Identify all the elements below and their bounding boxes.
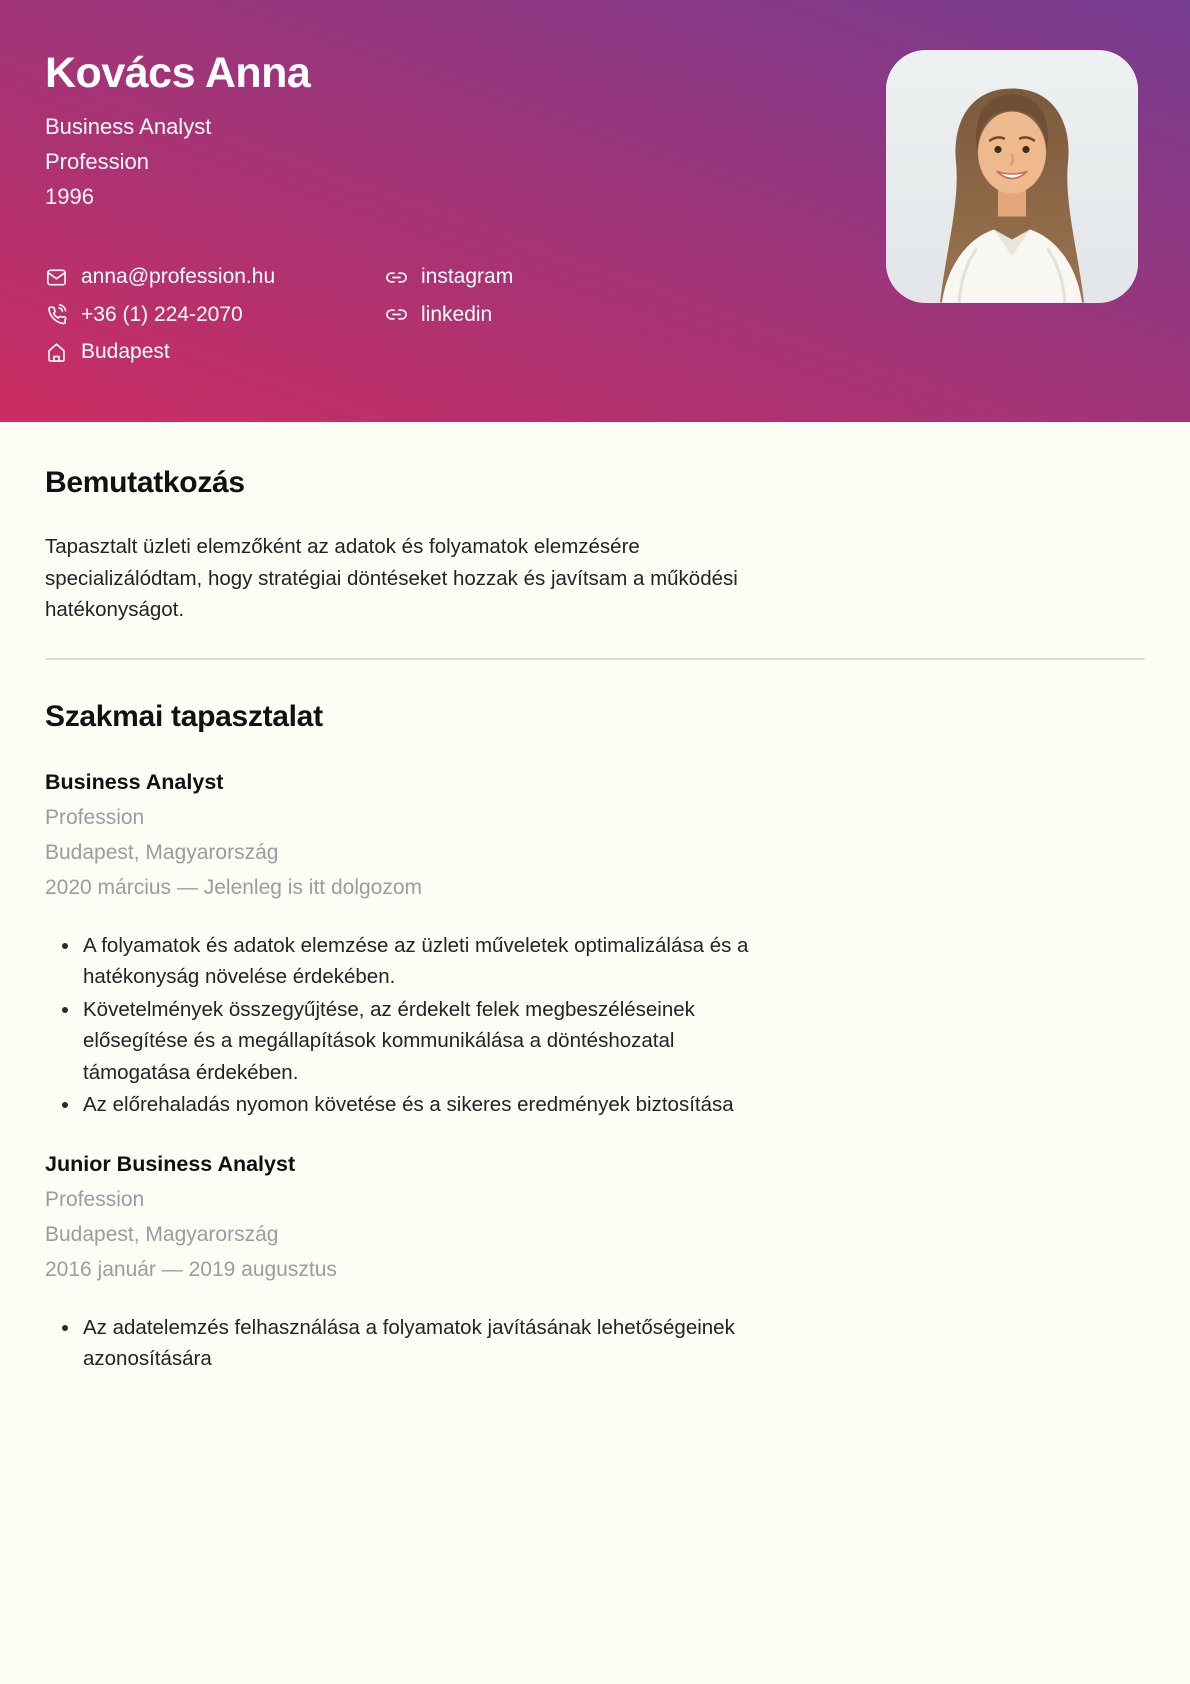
- job-company: Profession: [45, 805, 145, 829]
- section-experience: [45, 700, 1145, 1375]
- job-meta: [45, 800, 1145, 905]
- contact-column-primary: [45, 258, 385, 371]
- phone-icon: [45, 303, 68, 326]
- link-instagram[interactable]: [385, 258, 513, 296]
- job-role: Junior Business Analyst: [45, 1151, 296, 1176]
- link-icon: [385, 266, 408, 289]
- link-linkedin[interactable]: [385, 296, 513, 334]
- person-name: Kovács Anna: [45, 49, 311, 97]
- contact-email[interactable]: [45, 258, 385, 296]
- person-company: Profession: [45, 149, 149, 175]
- job-location: Budapest, Magyarország: [45, 1222, 279, 1246]
- person-job-title: Business Analyst: [45, 114, 212, 140]
- link-linkedin-label: linkedin: [421, 302, 493, 326]
- job-bullet-list: [45, 1312, 787, 1375]
- about-text: Tapasztalt üzleti elemzőként az adatok és folyamatok elemzésére specializálódtam, hogy stratégiai döntéseket hozzak és javítsam a működési hatékonyságot.: [45, 535, 738, 621]
- job-bullet: Követelmények összegyűjtése, az érdekelt felek megbeszéléseinek elősegítése és a megállapítások kommunikálása a döntéshozatal támogatása érdekében.: [61, 994, 787, 1089]
- link-instagram-label: instagram: [421, 265, 514, 289]
- job-entry: [45, 1151, 1145, 1375]
- experience-title: Szakmai tapasztalat: [45, 699, 323, 733]
- person-birth-year: 1996: [45, 184, 94, 210]
- job-entry: [45, 769, 1145, 1121]
- cv-header: [0, 0, 1190, 422]
- link-icon: [385, 303, 408, 326]
- home-icon: [45, 341, 68, 364]
- job-bullet: Az előrehaladás nyomon követése és a sikeres eredmények biztosítása: [61, 1089, 787, 1121]
- email-icon: [45, 266, 68, 289]
- job-bullet: Az adatelemzés felhasználása a folyamatok javításának lehetőségeinek azonosítására: [61, 1312, 787, 1375]
- contact-email-label: anna@profession.hu: [81, 265, 276, 289]
- profile-photo: [886, 50, 1138, 303]
- contact-phone-label: +36 (1) 224-2070: [81, 302, 243, 326]
- profile-photo-illustration: [886, 50, 1138, 303]
- contact-phone[interactable]: [45, 296, 385, 334]
- contact-location-label: Budapest: [81, 340, 170, 364]
- job-bullet: A folyamatok és adatok elemzése az üzleti műveletek optimalizálása és a hatékonyság növelése érdekében.: [61, 930, 787, 993]
- job-period: 2016 január — 2019 augusztus: [45, 1257, 337, 1281]
- section-divider: [45, 658, 1145, 660]
- section-about: [45, 466, 1145, 626]
- cv-body: [0, 422, 1190, 1375]
- job-company: Profession: [45, 1187, 145, 1211]
- job-bullet-list: [45, 930, 787, 1121]
- job-role: Business Analyst: [45, 769, 224, 794]
- about-title: Bemutatkozás: [45, 466, 245, 499]
- contact-column-links: [385, 258, 513, 371]
- contact-location: [45, 333, 385, 371]
- job-meta: [45, 1182, 1145, 1287]
- job-period: 2020 március — Jelenleg is itt dolgozom: [45, 875, 423, 899]
- job-location: Budapest, Magyarország: [45, 840, 279, 864]
